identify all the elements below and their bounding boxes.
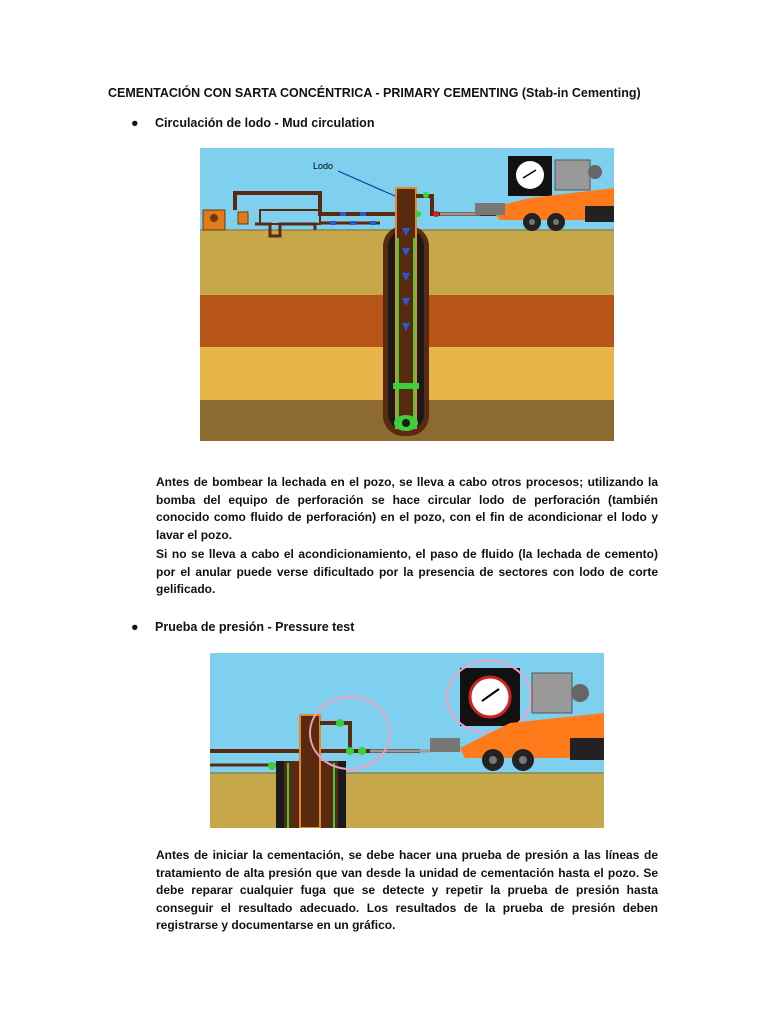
lodo-label: Lodo xyxy=(313,161,334,171)
bullet-pressure-test xyxy=(131,620,354,634)
pressure-test-figure xyxy=(210,653,604,828)
bullet-dot: ● xyxy=(131,116,139,130)
bullet-label: Circulación de lodo - Mud circulation xyxy=(155,116,375,130)
mud-circulation-figure xyxy=(200,148,614,441)
paragraph-mud-1: Antes de bombear la lechada en el pozo, se lleva a cabo otros procesos; utilizando la bomba del equipo de perforación se hace circular lodo de perforación (también conocido como fluido de perforación) en el pozo, con el fin de acondicionar el lodo y lavar el pozo. xyxy=(156,475,658,542)
bullet-dot: ● xyxy=(131,620,139,634)
paragraph-mud-2: Si no se lleva a cabo el acondicionamiento, el paso de fluido (la lechada de cemento) por el anular puede verse dificultado por la presencia de sectores con lodo de corte gelificado. xyxy=(156,547,658,597)
page-title: CEMENTACIÓN CON SARTA CONCÉNTRICA - PRIMARY CEMENTING (Stab-in Cementing) xyxy=(108,86,641,100)
bullet-label: Prueba de presión - Pressure test xyxy=(155,620,355,634)
paragraph-pressure: Antes de iniciar la cementación, se debe hacer una prueba de presión a las líneas de tratamiento de alta presión que van desde la unidad de cementación hasta el pozo. Se debe reparar cualquier fuga que se detecte y repetir la prueba de presión hasta conseguir el resultado adecuado. Los resultados de la prueba de presión deben registrarse y documentarse en un gráfico. xyxy=(156,848,658,933)
bullet-mud-circulation xyxy=(131,116,374,130)
